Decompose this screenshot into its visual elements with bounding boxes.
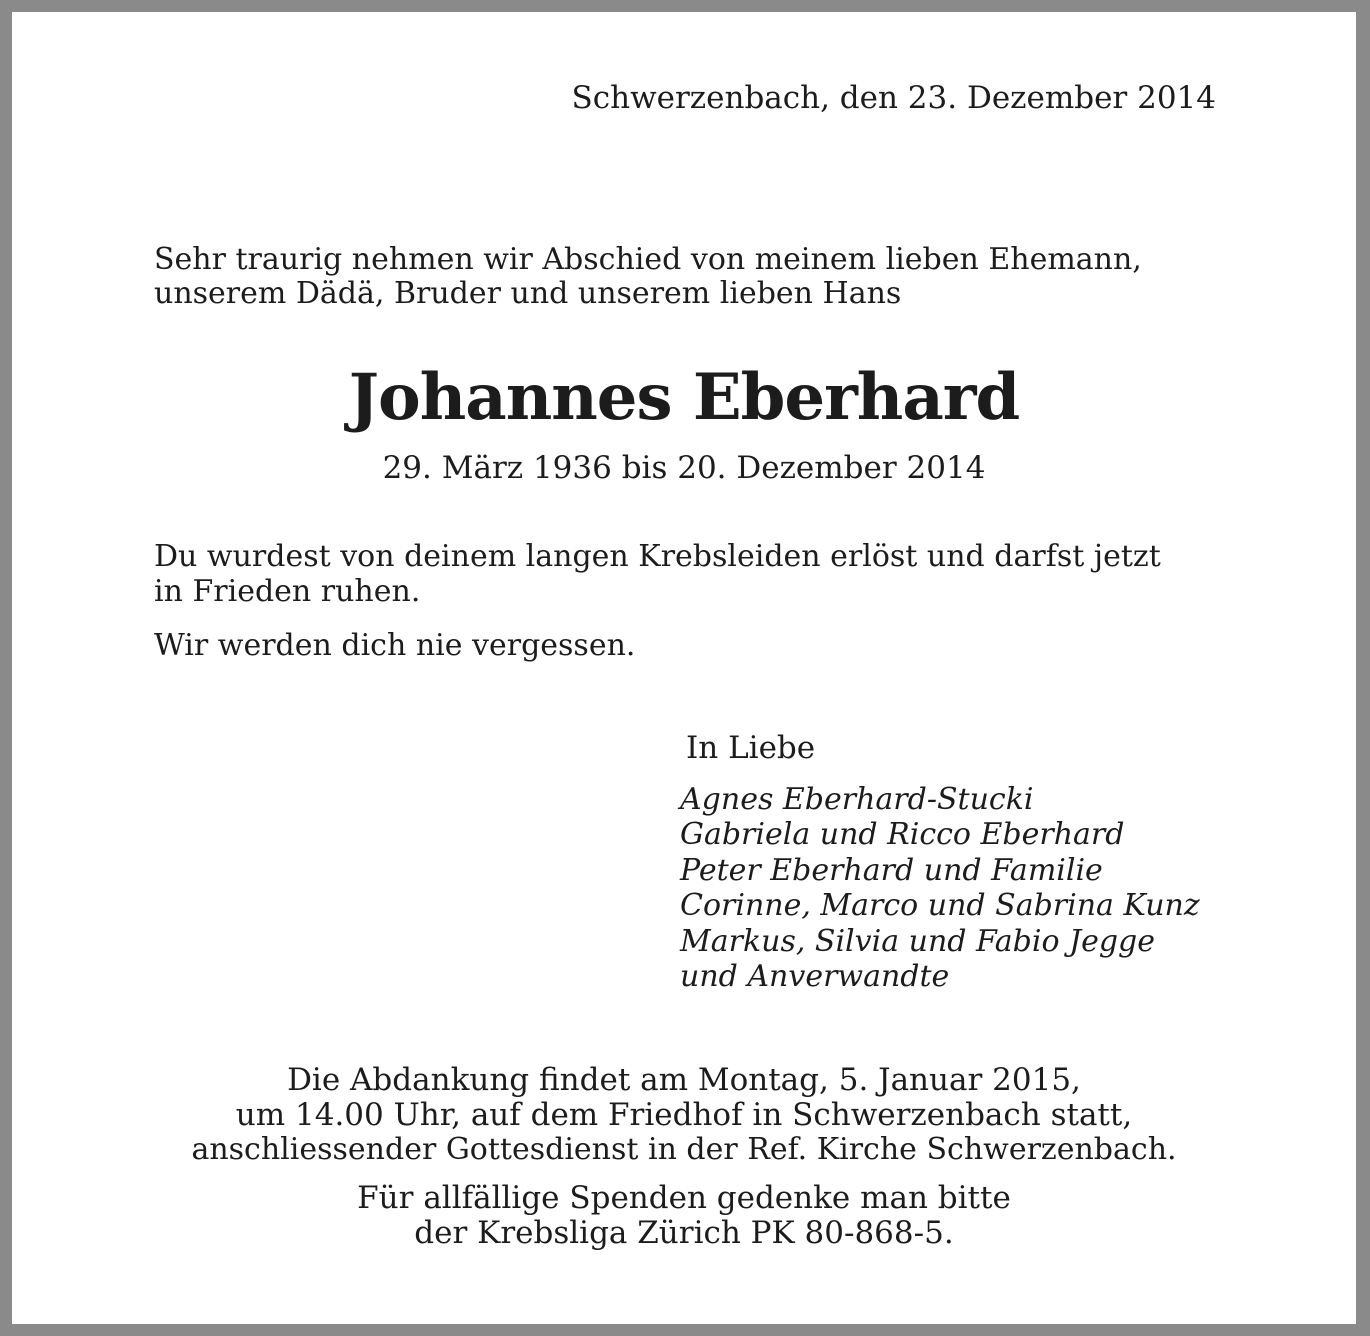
family-name: Gabriela und Ricco Eberhard [680, 817, 1125, 852]
message-line-3: Wir werden dich nie vergessen. [154, 628, 636, 663]
message-line-2: in Frieden ruhen. [154, 574, 421, 609]
place-date: Schwerzenbach, den 23. Dezember 2014 [571, 80, 1216, 116]
intro-line-1: Sehr traurig nehmen wir Abschied von meinem lieben Ehemann, [154, 242, 1142, 277]
message-line-1: Du wurdest von deinem langen Krebsleiden erlöst und darfst jetzt [154, 539, 1161, 574]
family-name: Corinne, Marco und Sabrina Kunz [680, 888, 1200, 923]
life-dates: 29. März 1936 bis 20. Dezember 2014 [382, 450, 986, 486]
ceremony-line-1: Die Abdankung findet am Montag, 5. Januar 2015, [287, 1062, 1081, 1098]
donations-line-2: der Krebsliga Zürich PK 80-868-5. [414, 1215, 954, 1251]
family-name: und Anverwandte [680, 959, 950, 994]
donations-line-1: Für allfällige Spenden gedenke man bitte [357, 1180, 1011, 1216]
ceremony-line-2: um 14.00 Uhr, auf dem Friedhof in Schwerzenbach statt, [235, 1097, 1133, 1133]
family-name: Peter Eberhard und Familie [680, 853, 1103, 888]
ceremony-line-3: anschliessender Gottesdienst in der Ref. Kirche Schwerzenbach. [191, 1132, 1177, 1167]
signoff-label: In Liebe [686, 730, 816, 766]
obituary-notice [12, 12, 1356, 1324]
intro-line-2: unserem Dädä, Bruder und unserem lieben Hans [154, 276, 902, 311]
deceased-name: Johannes Eberhard [348, 360, 1020, 435]
family-name: Markus, Silvia und Fabio Jegge [680, 924, 1156, 959]
family-name: Agnes Eberhard-Stucki [680, 782, 1034, 817]
